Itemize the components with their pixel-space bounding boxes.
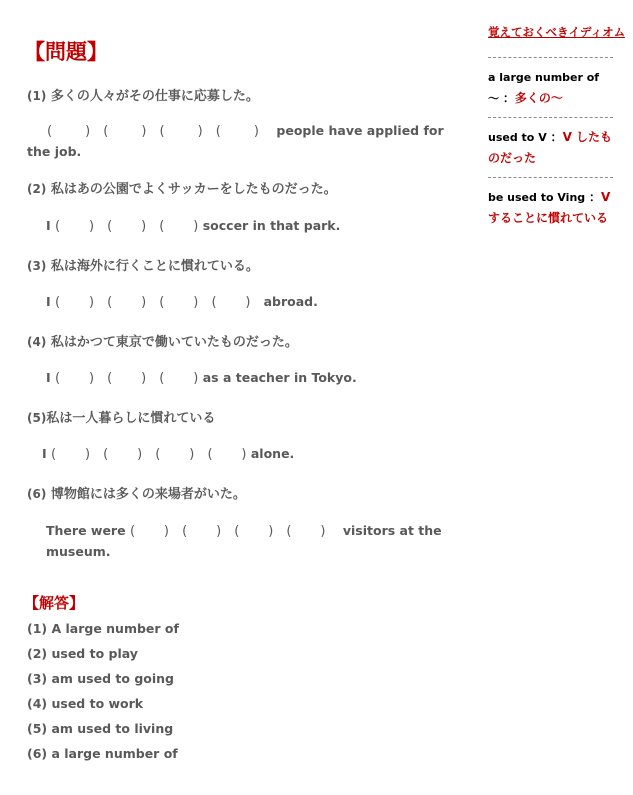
- idiom-phrase: used to V: [488, 131, 547, 144]
- blank-slot[interactable]: ( ): [159, 295, 199, 310]
- answer-line-6: [46, 521, 466, 562]
- blank-slot[interactable]: ( ): [211, 295, 251, 310]
- answer-item-6: (6) a large number of: [27, 746, 178, 761]
- blank-slot[interactable]: ( ): [234, 524, 274, 539]
- blank-slot[interactable]: ( ): [107, 371, 147, 386]
- answer-line-2: [46, 216, 340, 237]
- blank-slot[interactable]: ( ): [103, 447, 143, 462]
- idiom-meaning: V したものだった: [488, 130, 613, 165]
- answer-line-3: [46, 292, 318, 313]
- question-5: [27, 407, 215, 426]
- sentence-prefix: There were: [46, 523, 126, 538]
- blank-slot[interactable]: ( ): [107, 219, 147, 234]
- answer-item-4: (4) used to work: [27, 696, 144, 711]
- answers-heading: 【解答】: [24, 594, 85, 612]
- sentence-suffix: visitors at the museum.: [46, 523, 442, 559]
- idiom-separator: ：: [589, 190, 602, 204]
- question-number: (2): [27, 182, 47, 196]
- question-4: [27, 331, 298, 350]
- question-japanese: 博物館には多くの来場者がいた。: [50, 487, 246, 502]
- question-2: [27, 178, 337, 197]
- blank-slot[interactable]: ( ): [103, 124, 147, 139]
- idiom-meaning: V することに慣れている: [488, 190, 611, 225]
- idioms-sidebar: [488, 24, 626, 237]
- blank-slot[interactable]: ( ): [51, 447, 91, 462]
- idiom-phrase: a large number of 〜: [488, 71, 600, 105]
- idiom-meaning: 多くの〜: [514, 91, 563, 105]
- question-6: [27, 483, 246, 502]
- question-number: (4): [27, 335, 47, 349]
- blank-slot[interactable]: ( ): [286, 524, 326, 539]
- sentence-suffix: as a teacher in Tokyo.: [202, 370, 357, 385]
- question-japanese: 私はかつて東京で働いていたものだった。: [50, 335, 298, 350]
- question-japanese: 私はあの公園でよくサッカーをしたものだった。: [50, 182, 337, 197]
- question-1: [27, 85, 259, 104]
- blank-slot[interactable]: ( ): [107, 295, 147, 310]
- question-number: (5): [27, 411, 47, 425]
- blank-slot[interactable]: ( ): [159, 371, 199, 386]
- sentence-suffix: people have applied for the job.: [27, 123, 444, 159]
- sentence-prefix: I: [46, 370, 51, 385]
- answer-line-4: [46, 368, 357, 389]
- blank-slot[interactable]: ( ): [207, 447, 247, 462]
- blank-slot[interactable]: ( ): [159, 219, 199, 234]
- question-3: [27, 255, 259, 274]
- blank-slot[interactable]: ( ): [182, 524, 222, 539]
- sentence-suffix: soccer in that park.: [202, 218, 341, 233]
- sidebar-title: 覚えておくべきイディオム: [488, 25, 626, 39]
- question-japanese: 私は海外に行くことに慣れている。: [50, 259, 259, 274]
- problems-heading: 【問題】: [24, 40, 108, 64]
- question-number: (3): [27, 259, 47, 273]
- answer-item-3: (3) am used to going: [27, 671, 174, 686]
- answer-line-1: [27, 121, 467, 162]
- sentence-prefix: I: [46, 294, 51, 309]
- blank-slot[interactable]: ( ): [47, 124, 91, 139]
- blank-slot[interactable]: ( ): [55, 219, 95, 234]
- blank-slot[interactable]: ( ): [55, 295, 95, 310]
- blank-slot[interactable]: ( ): [55, 371, 95, 386]
- idiom-item-2: [488, 118, 613, 177]
- sentence-prefix: I: [42, 446, 47, 461]
- question-number: (6): [27, 487, 47, 501]
- question-japanese: 私は一人暮らしに慣れている: [46, 411, 216, 426]
- answer-item-2: (2) used to play: [27, 646, 138, 661]
- idiom-separator: ：: [502, 91, 515, 105]
- answer-item-5: (5) am used to living: [27, 721, 174, 736]
- idiom-phrase: be used to Ving: [488, 191, 586, 204]
- sentence-suffix: abroad.: [263, 294, 318, 309]
- blank-slot[interactable]: ( ): [155, 447, 195, 462]
- sentence-suffix: alone.: [250, 446, 295, 461]
- blank-slot[interactable]: ( ): [159, 124, 203, 139]
- answer-list: [27, 620, 179, 770]
- sentence-prefix: I: [46, 218, 51, 233]
- idiom-item-1: [488, 58, 613, 117]
- answer-item-1: (1) A large number of: [27, 621, 179, 636]
- answer-line-5: [42, 444, 294, 465]
- blank-slot[interactable]: ( ): [215, 124, 259, 139]
- idiom-item-3: [488, 178, 613, 237]
- idiom-separator: ：: [550, 130, 563, 144]
- question-japanese: 多くの人々がその仕事に応募した。: [50, 89, 259, 104]
- blank-slot[interactable]: ( ): [129, 524, 170, 539]
- question-number: (1): [27, 89, 47, 103]
